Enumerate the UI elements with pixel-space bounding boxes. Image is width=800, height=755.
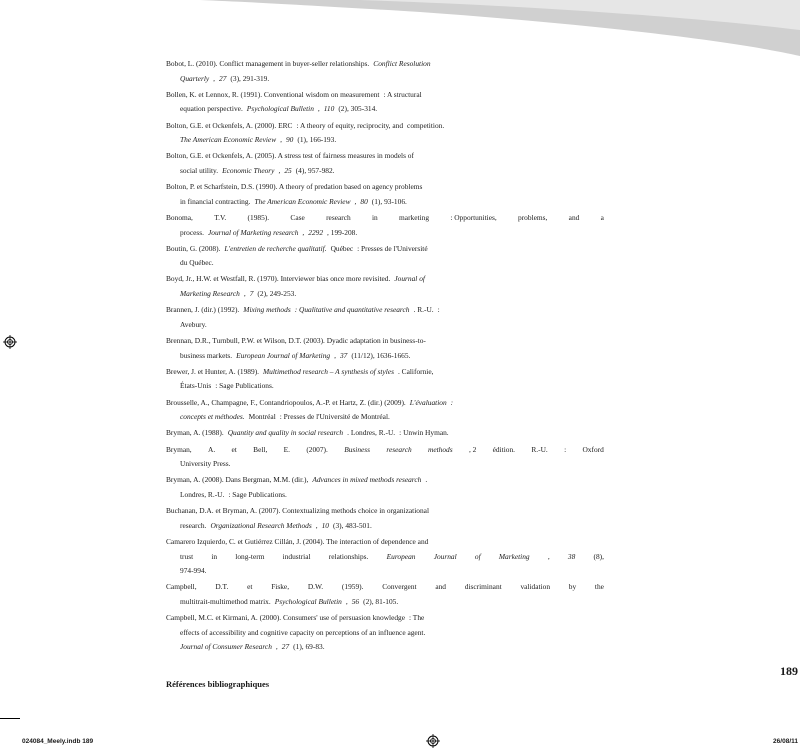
reference-italic-text: 80 bbox=[360, 196, 368, 206]
reference-italic-text: Journal of bbox=[394, 274, 425, 284]
reference-line bbox=[166, 133, 608, 148]
reference-text: : The bbox=[409, 613, 425, 623]
reference-entry bbox=[166, 149, 608, 178]
reference-text: A. bbox=[207, 444, 216, 454]
reference-italic-text: Journal bbox=[433, 551, 457, 561]
reference-italic-text: 110 bbox=[323, 104, 335, 114]
reference-text: business markets. bbox=[180, 350, 233, 360]
registration-mark-icon bbox=[3, 335, 17, 349]
reference-text: , bbox=[315, 520, 318, 530]
reference-italic-text: 90 bbox=[285, 135, 294, 145]
reference-text: research bbox=[326, 212, 351, 222]
reference-text: (1), 93-106. bbox=[371, 196, 407, 206]
slug-date: 26/08/11 bbox=[773, 738, 798, 745]
reference-text: Buchanan, D.A. et Bryman, A. (2007). Contextualizing methods choice in organizational bbox=[166, 506, 429, 516]
reference-italic-text: of bbox=[474, 551, 481, 561]
reference-text: Bryman, A. (2008). Dans Bergman, M.M. (dir.), bbox=[166, 475, 309, 485]
reference-line bbox=[166, 443, 608, 458]
reference-text: édition. bbox=[492, 444, 516, 454]
reference-text: multitrait-multimethod matrix. bbox=[180, 596, 271, 606]
reference-text: (1959). bbox=[341, 582, 364, 592]
reference-italic-text: Journal of Consumer Research bbox=[180, 642, 272, 652]
reference-text: equation perspective. bbox=[180, 104, 243, 114]
crop-mark-line bbox=[0, 718, 20, 719]
reference-text: long-term bbox=[235, 551, 265, 561]
reference-entry bbox=[166, 365, 608, 394]
reference-line bbox=[166, 396, 608, 411]
reference-italic-text: Multimethod research – A synthesis of styles bbox=[263, 366, 394, 376]
reference-text: and bbox=[568, 212, 580, 222]
reference-text: in financial contracting. bbox=[180, 196, 251, 206]
reference-line bbox=[166, 72, 608, 87]
reference-text: : Presses de l'Université bbox=[357, 243, 428, 253]
reference-text: , bbox=[275, 642, 278, 652]
reference-text: validation bbox=[520, 582, 551, 592]
reference-line bbox=[166, 119, 608, 134]
reference-line bbox=[166, 564, 608, 579]
reference-italic-text: Journal of Marketing research bbox=[208, 227, 299, 237]
reference-entry bbox=[166, 396, 608, 425]
reference-text: Brennan, D.R., Turnbull, P.W. et Wilson, D.T. (2003). Dyadic adaptation in business-to- bbox=[166, 336, 426, 346]
reference-italic-text: 27 bbox=[281, 642, 290, 652]
reference-italic-text: 25 bbox=[284, 165, 292, 175]
reference-text: (2007). bbox=[306, 444, 328, 454]
reference-text: Bell, bbox=[253, 444, 268, 454]
reference-text: , bbox=[345, 596, 348, 606]
reference-line bbox=[166, 211, 608, 226]
reference-text: industrial bbox=[282, 551, 311, 561]
reference-text: Bolton, G.E. et Ockenfels, A. (2005). A stress test of fairness measures in models of bbox=[166, 151, 414, 161]
reference-text: Québec bbox=[330, 243, 354, 253]
reference-text: et bbox=[247, 582, 253, 592]
reference-italic-text: concepts et méthodes. bbox=[180, 412, 245, 422]
reference-text: (3), 291-319. bbox=[230, 73, 270, 83]
reference-line bbox=[166, 365, 608, 380]
reference-text: . R.-U. bbox=[413, 305, 434, 315]
reference-line bbox=[166, 488, 608, 503]
reference-text: (2), 305-314. bbox=[338, 104, 378, 114]
reference-line bbox=[166, 535, 608, 550]
reference-text: Bryman, bbox=[166, 444, 192, 454]
reference-text: , bbox=[547, 551, 550, 561]
reference-text: (2), 249-253. bbox=[257, 289, 297, 299]
running-section-title: Références bibliographiques bbox=[166, 679, 270, 689]
reference-italic-text: : Qualitative and quantitative research bbox=[294, 305, 410, 315]
reference-entry bbox=[166, 611, 608, 655]
reference-text: (2), 81-105. bbox=[363, 596, 399, 606]
registration-mark-icon bbox=[426, 734, 440, 748]
reference-text: : A structural bbox=[383, 89, 422, 99]
reference-italic-text: research bbox=[386, 444, 412, 454]
reference-text: Bollen, K. et Lennox, R. (1991). Conventional wisdom on measurement bbox=[166, 89, 380, 99]
reference-entry bbox=[166, 180, 608, 209]
reference-text: États-Unis bbox=[180, 381, 212, 391]
reference-italic-text: Economic Theory bbox=[222, 165, 275, 175]
reference-italic-text: Conflict Resolution bbox=[373, 59, 431, 68]
reference-line bbox=[166, 410, 608, 425]
reference-line bbox=[166, 595, 608, 610]
page-number: 189 bbox=[780, 664, 798, 678]
reference-text: (1), 166-193. bbox=[297, 135, 337, 145]
reference-line bbox=[166, 57, 608, 72]
reference-text: Brewer, J. et Hunter, A. (1989). bbox=[166, 366, 259, 376]
reference-text: marketing bbox=[399, 212, 430, 222]
reference-text: : Sage Publications. bbox=[215, 381, 274, 391]
reference-text: (1985). bbox=[247, 212, 270, 222]
reference-text: Oxford bbox=[582, 444, 604, 454]
reference-italic-text: L'évaluation bbox=[409, 397, 447, 407]
reference-text: : Sage Publications. bbox=[228, 489, 287, 499]
reference-line bbox=[166, 334, 608, 349]
reference-italic-text: Quantity and quality in social research bbox=[227, 428, 344, 438]
reference-text: D.T. bbox=[215, 582, 229, 592]
reference-text: , 199-208. bbox=[327, 227, 358, 237]
reference-italic-text: Organizational Research Methods bbox=[210, 520, 312, 530]
reference-line bbox=[166, 164, 608, 179]
reference-italic-text: 10 bbox=[321, 520, 329, 530]
reference-italic-text: European Journal of Marketing bbox=[236, 350, 331, 360]
reference-text: research. bbox=[180, 520, 207, 530]
reference-italic-text: Quarterly bbox=[180, 73, 210, 83]
reference-text: : Presses de l'Université de Montréal. bbox=[279, 412, 390, 422]
reference-text: problems, bbox=[518, 212, 548, 222]
reference-text: E. bbox=[283, 444, 290, 454]
reference-entry bbox=[166, 88, 608, 117]
reference-entry bbox=[166, 211, 608, 240]
reference-line bbox=[166, 379, 608, 394]
reference-text: the bbox=[594, 582, 604, 592]
reference-italic-text: Advances in mixed methods research bbox=[312, 475, 422, 485]
reference-text: , bbox=[280, 135, 282, 145]
reference-line bbox=[166, 611, 608, 626]
reference-italic-text: Mixing methods bbox=[243, 305, 291, 315]
reference-italic-text: European bbox=[386, 551, 416, 561]
reference-line bbox=[166, 102, 608, 117]
reference-text: Londres, R.-U. bbox=[180, 489, 225, 499]
reference-entry bbox=[166, 119, 608, 148]
reference-line bbox=[166, 349, 608, 364]
reference-text: effects of accessibility and cognitive capacity on perceptions of an influence agent. bbox=[180, 627, 426, 637]
reference-line bbox=[166, 426, 608, 441]
reference-text: , bbox=[278, 165, 281, 175]
reference-line bbox=[166, 242, 608, 257]
reference-line bbox=[166, 180, 608, 195]
reference-text: a bbox=[600, 212, 604, 222]
reference-entry bbox=[166, 473, 608, 502]
reference-text: : Unwin Hyman. bbox=[399, 428, 449, 438]
reference-entry bbox=[166, 504, 608, 533]
reference-text: , bbox=[334, 350, 336, 360]
reference-text: trust bbox=[180, 551, 194, 561]
reference-line bbox=[166, 457, 608, 472]
reference-text: Montréal bbox=[248, 412, 276, 422]
reference-text: , 2 bbox=[468, 444, 477, 454]
reference-line bbox=[166, 303, 608, 318]
reference-text: . Californie, bbox=[397, 366, 434, 376]
reference-line bbox=[166, 318, 608, 333]
reference-line bbox=[166, 149, 608, 164]
reference-entry bbox=[166, 303, 608, 332]
reference-text: Case bbox=[290, 212, 305, 222]
reference-text: : A theory of equity, reciprocity, and bbox=[296, 120, 404, 130]
reference-line bbox=[166, 580, 608, 595]
reference-italic-text: The American Economic Review bbox=[180, 135, 277, 145]
reference-text: Fiske, bbox=[271, 582, 290, 592]
reference-text: Boyd, Jr., H.W. et Westfall, R. (1970). Interviewer bias once more revisited. bbox=[166, 274, 391, 284]
reference-text: Avebury. bbox=[180, 319, 207, 329]
reference-text: , bbox=[354, 196, 357, 206]
reference-text: Camarero Izquierdo, C. et Gutiérrez Cillán, J. (2004). The interaction of dependence and bbox=[166, 536, 429, 546]
reference-text: University Press. bbox=[180, 459, 231, 469]
reference-entry bbox=[166, 443, 608, 472]
reference-text: Campbell, M.C. et Kirmani, A. (2000). Consumers' use of persuasion knowledge bbox=[166, 613, 406, 623]
reference-text: et bbox=[231, 444, 237, 454]
reference-italic-text: L'entretien de recherche qualitatif. bbox=[224, 243, 327, 253]
reference-italic-text: : bbox=[450, 397, 454, 407]
reference-italic-text: Psychological Bulletin bbox=[246, 104, 314, 114]
reference-line bbox=[166, 226, 608, 241]
reference-text: : Opportunities, bbox=[450, 212, 497, 222]
reference-text: (1), 69-83. bbox=[293, 642, 325, 652]
reference-text: , bbox=[213, 73, 216, 83]
reference-text: Boutin, G. (2008). bbox=[166, 243, 221, 253]
reference-text: . Londres, R.-U. bbox=[347, 428, 396, 438]
reference-text: Convergent bbox=[382, 582, 417, 592]
reference-line bbox=[166, 287, 608, 302]
reference-entry bbox=[166, 242, 608, 271]
reference-text: Bonoma, bbox=[166, 212, 193, 222]
reference-text: (3), 483-501. bbox=[333, 520, 372, 530]
reference-line bbox=[166, 626, 608, 641]
reference-text: by bbox=[568, 582, 577, 592]
reference-text: , bbox=[317, 104, 320, 114]
reference-italic-text: methods bbox=[428, 444, 453, 454]
reference-line bbox=[166, 519, 608, 534]
reference-line bbox=[166, 550, 608, 565]
reference-text: Brannen, J. (dir.) (1992). bbox=[166, 305, 240, 315]
reference-italic-text: Psychological Bulletin bbox=[274, 596, 342, 606]
reference-italic-text: 37 bbox=[339, 350, 348, 360]
reference-text: competition. bbox=[407, 120, 445, 130]
reference-text: Brousselle, A., Champagne, F., Contandriopoulos, A.-P. et Hartz, Z. (dir.) (2009). bbox=[166, 397, 406, 407]
reference-text: : bbox=[564, 444, 567, 454]
reference-list bbox=[166, 57, 608, 656]
reference-italic-text: Business bbox=[344, 444, 371, 454]
reference-line bbox=[166, 640, 608, 655]
reference-text: social utility. bbox=[180, 165, 219, 175]
reference-text: Bobot, L. (2010). Conflict management in buyer-seller relationships. bbox=[166, 59, 370, 68]
reference-text: , bbox=[302, 227, 305, 237]
reference-entry bbox=[166, 272, 608, 301]
reference-line bbox=[166, 504, 608, 519]
reference-text: discriminant bbox=[464, 582, 502, 592]
reference-italic-text: 56 bbox=[351, 596, 360, 606]
reference-entry bbox=[166, 334, 608, 363]
reference-text: R.-U. bbox=[531, 444, 548, 454]
reference-italic-text: 38 bbox=[567, 551, 576, 561]
reference-text: T.V. bbox=[214, 212, 227, 222]
reference-text: : bbox=[437, 305, 440, 315]
reference-text: D.W. bbox=[307, 582, 324, 592]
reference-text: process. bbox=[180, 227, 205, 237]
reference-italic-text: Marketing bbox=[498, 551, 530, 561]
reference-italic-text: 27 bbox=[219, 73, 227, 83]
reference-text: Bolton, P. et Scharfstein, D.S. (1990). A theory of predation based on agency problems bbox=[166, 182, 423, 192]
reference-entry bbox=[166, 57, 608, 86]
reference-entry bbox=[166, 426, 608, 441]
reference-italic-text: 7 bbox=[249, 289, 254, 299]
reference-entry bbox=[166, 535, 608, 579]
reference-text: . bbox=[425, 475, 428, 485]
reference-text: relationships. bbox=[328, 551, 369, 561]
reference-italic-text: Marketing Research bbox=[180, 289, 240, 299]
reference-text: Bryman, A. (1988). bbox=[166, 428, 224, 438]
reference-italic-text: The American Economic Review bbox=[254, 196, 351, 206]
reference-text: (4), 957-982. bbox=[295, 165, 335, 175]
reference-text: (11/12), 1636-1665. bbox=[351, 350, 411, 360]
reference-text: in bbox=[211, 551, 218, 561]
reference-text: (8), bbox=[593, 551, 604, 561]
slug-file-name: 024084_Meely.indb 189 bbox=[22, 738, 94, 745]
reference-text: Campbell, bbox=[166, 582, 197, 592]
reference-line bbox=[166, 195, 608, 210]
reference-text: , bbox=[243, 289, 246, 299]
reference-text: in bbox=[372, 212, 378, 222]
reference-entry bbox=[166, 580, 608, 609]
reference-text: Bolton, G.E. et Ockenfels, A. (2000). ERC bbox=[166, 120, 293, 130]
reference-italic-text: 2292 bbox=[308, 227, 324, 237]
reference-line bbox=[166, 272, 608, 287]
reference-line bbox=[166, 473, 608, 488]
reference-text: du Québec. bbox=[180, 258, 214, 268]
reference-text: and bbox=[435, 582, 446, 592]
reference-line bbox=[166, 256, 608, 271]
reference-line bbox=[166, 88, 608, 103]
reference-text: 974-994. bbox=[180, 566, 207, 576]
